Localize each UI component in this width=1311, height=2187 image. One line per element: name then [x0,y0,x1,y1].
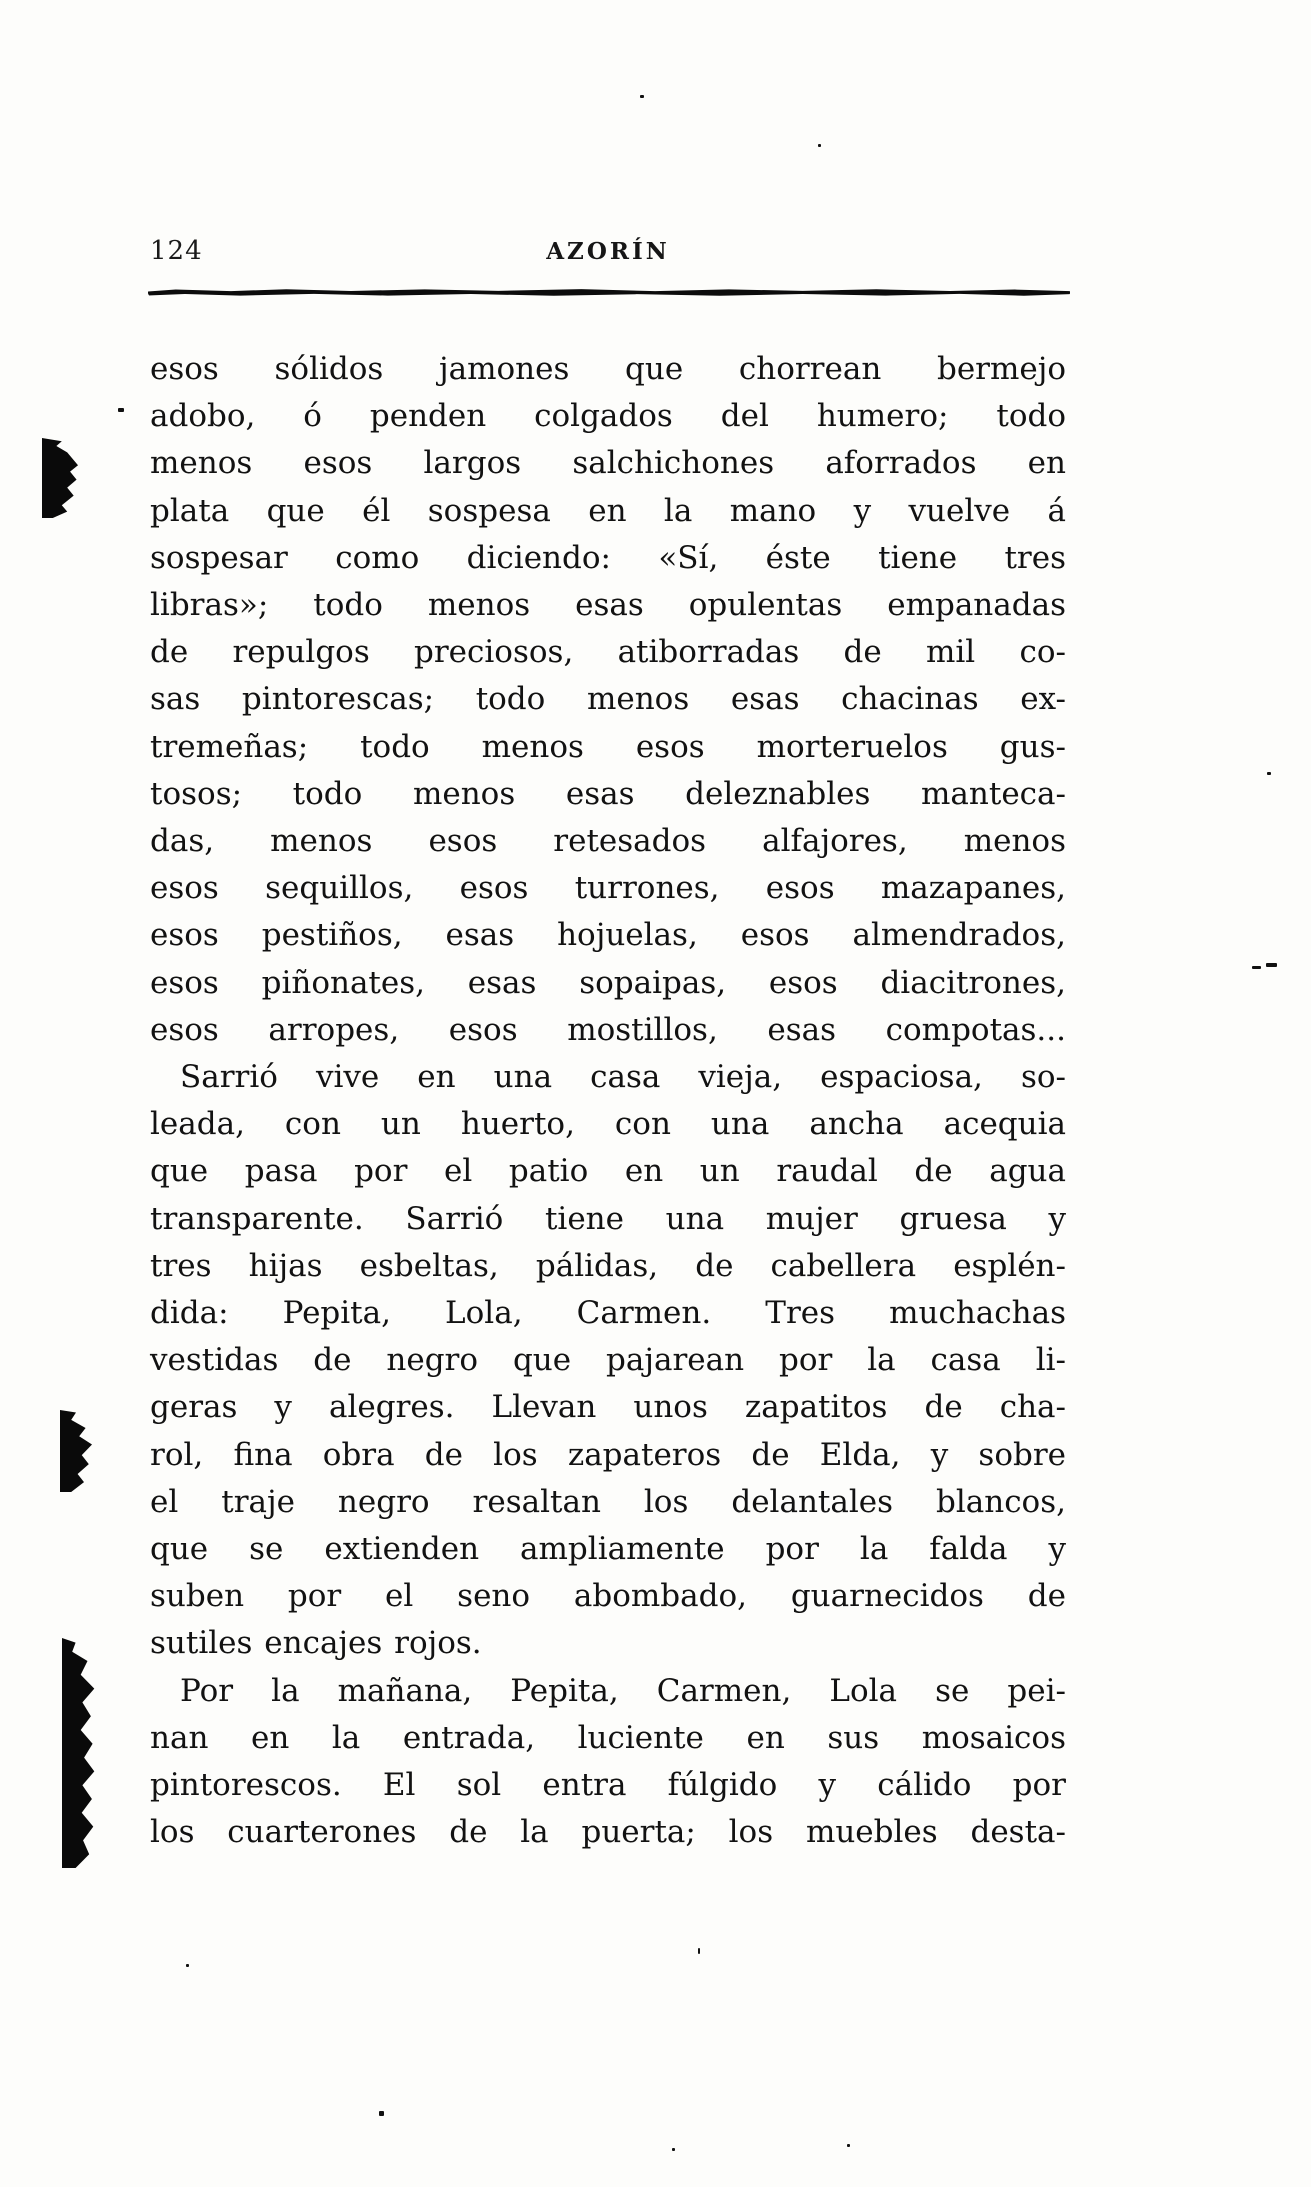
text-line: rol, fina obra de los zapateros de Elda, y sobre [150,1436,1066,1473]
text-line: vestidas de negro que pajarean por la casa li- [150,1342,1066,1379]
page-text [150,346,1066,1857]
text-line: que se extienden ampliamente por la falda y [150,1531,1066,1568]
text-line: nan en la entrada, luciente en sus mosaicos [150,1719,1066,1756]
ink-speck [1266,963,1277,967]
ink-smudge [60,1410,92,1492]
ink-smudge [62,1638,96,1868]
text-line: esos arropes, esos mostillos, esas compotas... [150,1011,1066,1048]
text-line: tosos; todo menos esas deleznables manteca- [150,775,1066,812]
text-line: libras»; todo menos esas opulentas empanadas [150,587,1066,624]
ink-speck [186,1964,189,1967]
text-line: Sarrió vive en una casa vieja, espaciosa, so- [180,1059,1066,1096]
text-line: esos pestiños, esas hojuelas, esos almendrados, [150,917,1066,954]
ink-speck [118,408,124,412]
text-line: sutiles encajes rojos. [150,1625,482,1662]
header-rule [148,289,1070,296]
text-line: de repulgos preciosos, atiborradas de mil co- [150,634,1066,671]
text-line: das, menos esos retesados alfajores, menos [150,823,1066,860]
ink-speck [640,95,644,98]
text-line: el traje negro resaltan los delantales blancos, [150,1483,1066,1520]
text-line: geras y alegres. Llevan unos zapatitos de cha- [150,1389,1066,1426]
text-line: que pasa por el patio en un raudal de agua [150,1153,1066,1190]
text-line: Por la mañana, Pepita, Carmen, Lola se pei- [180,1672,1066,1709]
text-line: tremeñas; todo menos esos morteruelos gus- [150,728,1066,765]
ink-speck [698,1948,700,1954]
text-line: plata que él sospesa en la mano y vuelve á [150,492,1066,529]
text-line: menos esos largos salchichones aforrados en [150,445,1066,482]
text-line: tres hijas esbeltas, pálidas, de cabellera esplén- [150,1247,1066,1284]
text-line: suben por el seno abombado, guarnecidos de [150,1578,1066,1615]
running-title: AZORÍN [546,238,670,265]
ink-speck [818,144,821,147]
text-line: adobo, ó penden colgados del humero; todo [150,398,1066,435]
text-line: esos piñonates, esas sopaipas, esos diacitrones, [150,964,1066,1001]
ink-speck [1267,772,1271,775]
text-line: pintorescos. El sol entra fúlgido y cálido por [150,1767,1066,1804]
text-line: dida: Pepita, Lola, Carmen. Tres muchachas [150,1295,1066,1332]
ink-speck [379,2111,384,2116]
page-header [150,234,1066,268]
text-line: transparente. Sarrió tiene una mujer gruesa y [150,1200,1066,1237]
ink-smudge [42,438,78,518]
text-line: leada, con un huerto, con una ancha acequia [150,1106,1066,1143]
text-line: los cuarterones de la puerta; los muebles desta- [150,1814,1066,1851]
page-number: 124 [150,236,203,266]
text-line: sospesar como diciendo: «Sí, éste tiene tres [150,539,1066,576]
ink-speck [1252,966,1261,969]
text-line: esos sólidos jamones que chorrean bermejo [150,351,1066,387]
text-line: esos sequillos, esos turrones, esos mazapanes, [150,870,1066,907]
ink-speck [847,2144,850,2147]
ink-speck [672,2148,675,2151]
text-line: sas pintorescas; todo menos esas chacinas ex- [150,681,1066,718]
